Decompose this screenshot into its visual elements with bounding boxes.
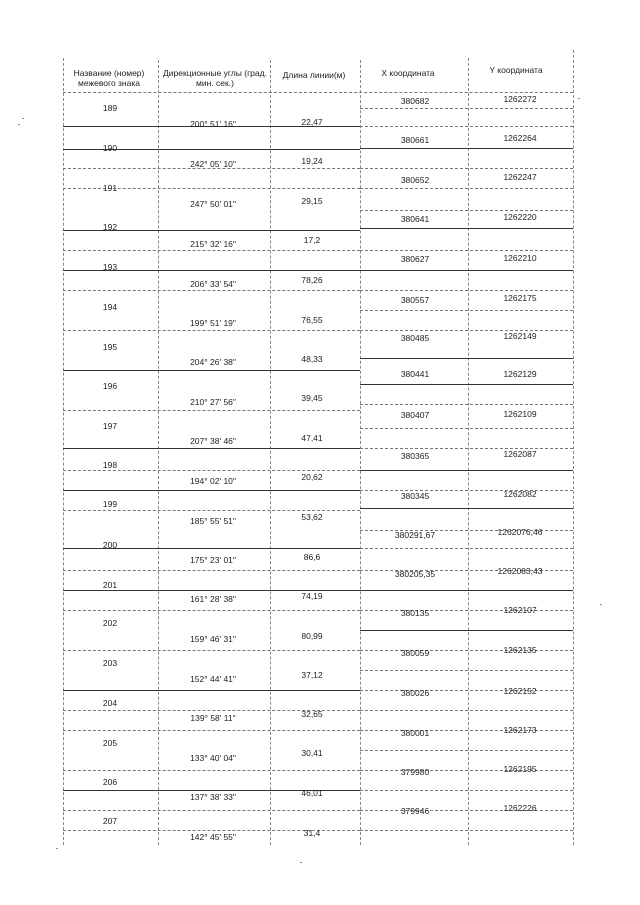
row-rule (63, 490, 360, 491)
row-rule (63, 610, 360, 611)
y-coordinate: 1262173 (503, 725, 537, 735)
y-coordinate: 1262195 (503, 764, 537, 774)
direction-angle: 161° 28' 38" (190, 594, 236, 604)
y-coordinate: 1262210 (503, 253, 537, 263)
line-length: 48,33 (301, 354, 323, 364)
row-rule (360, 168, 573, 169)
point-name: 203 (102, 658, 118, 668)
x-coordinate: 380682 (400, 96, 430, 106)
row-rule (360, 610, 573, 611)
scan-speck (600, 604, 602, 605)
row-rule (63, 370, 360, 371)
row-rule (63, 448, 360, 449)
x-coordinate: 380641 (400, 214, 430, 224)
point-name: 199 (102, 499, 118, 509)
row-rule (63, 690, 360, 691)
direction-angle: 152° 44' 41" (190, 674, 236, 684)
x-coordinate: 380205,35 (394, 569, 436, 579)
direction-angle: 199° 51' 19" (190, 318, 236, 328)
row-rule (360, 470, 573, 471)
line-length: 29,15 (301, 196, 323, 206)
y-coordinate: 1262109 (503, 409, 537, 419)
line-length: 78,26 (301, 275, 323, 285)
row-rule (63, 410, 360, 411)
x-coordinate: 380557 (400, 295, 430, 305)
column-rule (468, 58, 469, 845)
y-coordinate: 1262129 (503, 369, 537, 379)
line-length: 22,47 (301, 117, 323, 127)
row-rule (63, 510, 360, 511)
line-length: 80,99 (301, 631, 323, 641)
row-rule (360, 228, 573, 229)
row-rule (63, 570, 360, 571)
line-length: 37,12 (301, 670, 323, 680)
y-coordinate: 1262272 (503, 94, 537, 104)
point-name: 201 (102, 580, 118, 590)
line-length: 74,19 (301, 591, 323, 601)
point-name: 196 (102, 381, 118, 391)
y-coordinate: 1262087 (503, 449, 537, 459)
scan-speck (300, 862, 302, 863)
column-rule (158, 60, 159, 845)
x-coordinate: 380059 (400, 648, 430, 658)
row-rule (63, 470, 360, 471)
line-length: 76,55 (301, 315, 323, 325)
y-coordinate: 1262226 (503, 803, 537, 813)
x-coordinate: 380485 (400, 333, 430, 343)
row-rule (63, 330, 360, 331)
direction-angle: 242° 05' 10" (190, 159, 236, 169)
point-name: 190 (102, 143, 118, 153)
row-rule (360, 310, 573, 311)
x-coordinate: 380652 (400, 175, 430, 185)
row-rule (360, 650, 573, 651)
row-rule (360, 358, 573, 359)
row-rule (360, 730, 573, 731)
header-angle: Дирекционные углы (град. мин. сек.) (163, 68, 267, 88)
x-coordinate: 380026 (400, 688, 430, 698)
direction-angle: 215° 32' 16" (190, 239, 236, 249)
line-length: 32,65 (301, 709, 323, 719)
line-length: 47,41 (301, 433, 323, 443)
x-coordinate: 380365 (400, 451, 430, 461)
row-rule (360, 770, 573, 771)
row-rule (360, 630, 573, 631)
y-coordinate: 1262220 (503, 212, 537, 222)
x-coordinate: 380135 (400, 608, 430, 618)
column-rule (270, 60, 271, 845)
point-name: 192 (102, 222, 118, 232)
direction-angle: 139° 58' 11" (190, 713, 236, 723)
row-rule (360, 590, 573, 591)
row-rule (360, 108, 573, 109)
header-name: Название (номер) межевого знака (73, 68, 145, 88)
point-name: 194 (102, 302, 118, 312)
point-name: 193 (102, 262, 118, 272)
line-length: 39,45 (301, 393, 323, 403)
y-coordinate: 1262175 (503, 293, 537, 303)
header-length: Длина линии(м) (282, 70, 346, 80)
point-name: 195 (102, 342, 118, 352)
row-rule (360, 508, 573, 509)
x-coordinate: 380001 (400, 728, 430, 738)
direction-angle: 137° 38' 33" (190, 792, 236, 802)
header-x: X координата (381, 68, 435, 78)
y-coordinate: 1262076,46 (497, 527, 543, 537)
row-rule (360, 188, 573, 189)
row-rule (360, 710, 573, 711)
row-rule (360, 690, 573, 691)
line-length: 30,41 (301, 748, 323, 758)
column-rule (573, 50, 574, 845)
point-name: 200 (102, 540, 118, 550)
x-coordinate: 379980 (400, 767, 430, 777)
row-rule (63, 92, 573, 93)
y-coordinate: 1262107 (503, 605, 537, 615)
scan-speck (56, 848, 58, 849)
row-rule (63, 650, 360, 651)
line-length: 46,01 (301, 788, 323, 798)
direction-angle: 194° 02' 10" (190, 476, 236, 486)
x-coordinate: 380291,67 (394, 530, 436, 540)
row-rule (360, 270, 573, 271)
row-rule (360, 290, 573, 291)
x-coordinate: 380627 (400, 254, 430, 264)
line-length: 20,62 (301, 472, 323, 482)
line-length: 17,2 (303, 235, 321, 245)
direction-angle: 185° 55' 51" (190, 516, 236, 526)
y-coordinate: 1262082 (503, 489, 537, 499)
row-rule (360, 448, 573, 449)
row-rule (63, 290, 360, 291)
row-rule (63, 770, 360, 771)
y-coordinate: 1262083,43 (497, 566, 543, 576)
direction-angle: 159° 46' 31" (190, 634, 236, 644)
scan-speck (22, 118, 24, 119)
direction-angle: 207° 38' 46" (190, 436, 236, 446)
row-rule (360, 148, 573, 149)
row-rule (360, 790, 573, 791)
row-rule (63, 730, 360, 731)
point-name: 198 (102, 460, 118, 470)
point-name: 191 (102, 183, 118, 193)
row-rule (360, 250, 573, 251)
row-rule (360, 830, 573, 831)
direction-angle: 200° 51' 16" (190, 119, 236, 129)
row-rule (360, 210, 573, 211)
x-coordinate: 380661 (400, 135, 430, 145)
header-y: Y координата (489, 65, 543, 75)
point-name: 197 (102, 421, 118, 431)
direction-angle: 206° 33' 54" (190, 279, 236, 289)
line-length: 86,6 (303, 552, 321, 562)
y-coordinate: 1262152 (503, 686, 537, 696)
direction-angle: 142° 45' 55" (190, 832, 236, 842)
row-rule (360, 428, 573, 429)
row-rule (63, 810, 360, 811)
direction-angle: 175° 23' 01" (190, 555, 236, 565)
line-length: 31,4 (303, 828, 321, 838)
scan-speck (18, 124, 20, 125)
row-rule (360, 404, 573, 405)
x-coordinate: 380407 (400, 410, 430, 420)
row-rule (360, 384, 573, 385)
direction-angle: 133° 40' 04" (190, 753, 236, 763)
row-rule (360, 750, 573, 751)
point-name: 189 (102, 103, 118, 113)
scan-speck (578, 98, 580, 99)
point-name: 205 (102, 738, 118, 748)
row-rule (360, 490, 573, 491)
line-length: 53,62 (301, 512, 323, 522)
row-rule (360, 548, 573, 549)
x-coordinate: 380345 (400, 491, 430, 501)
direction-angle: 210° 27' 56" (190, 397, 236, 407)
y-coordinate: 1262149 (503, 331, 537, 341)
row-rule (63, 250, 360, 251)
direction-angle: 247° 50' 01" (190, 199, 236, 209)
x-coordinate: 380441 (400, 369, 430, 379)
direction-angle: 204° 26' 38" (190, 357, 236, 367)
row-rule (360, 670, 573, 671)
x-coordinate: 379946 (400, 806, 430, 816)
row-rule (360, 126, 573, 127)
y-coordinate: 1262264 (503, 133, 537, 143)
point-name: 204 (102, 698, 118, 708)
y-coordinate: 1262135 (503, 645, 537, 655)
point-name: 207 (102, 816, 118, 826)
column-rule (63, 58, 64, 845)
row-rule (360, 330, 573, 331)
line-length: 19,24 (301, 156, 323, 166)
point-name: 206 (102, 777, 118, 787)
row-rule (360, 810, 573, 811)
y-coordinate: 1262247 (503, 172, 537, 182)
point-name: 202 (102, 618, 118, 628)
column-rule (360, 60, 361, 845)
